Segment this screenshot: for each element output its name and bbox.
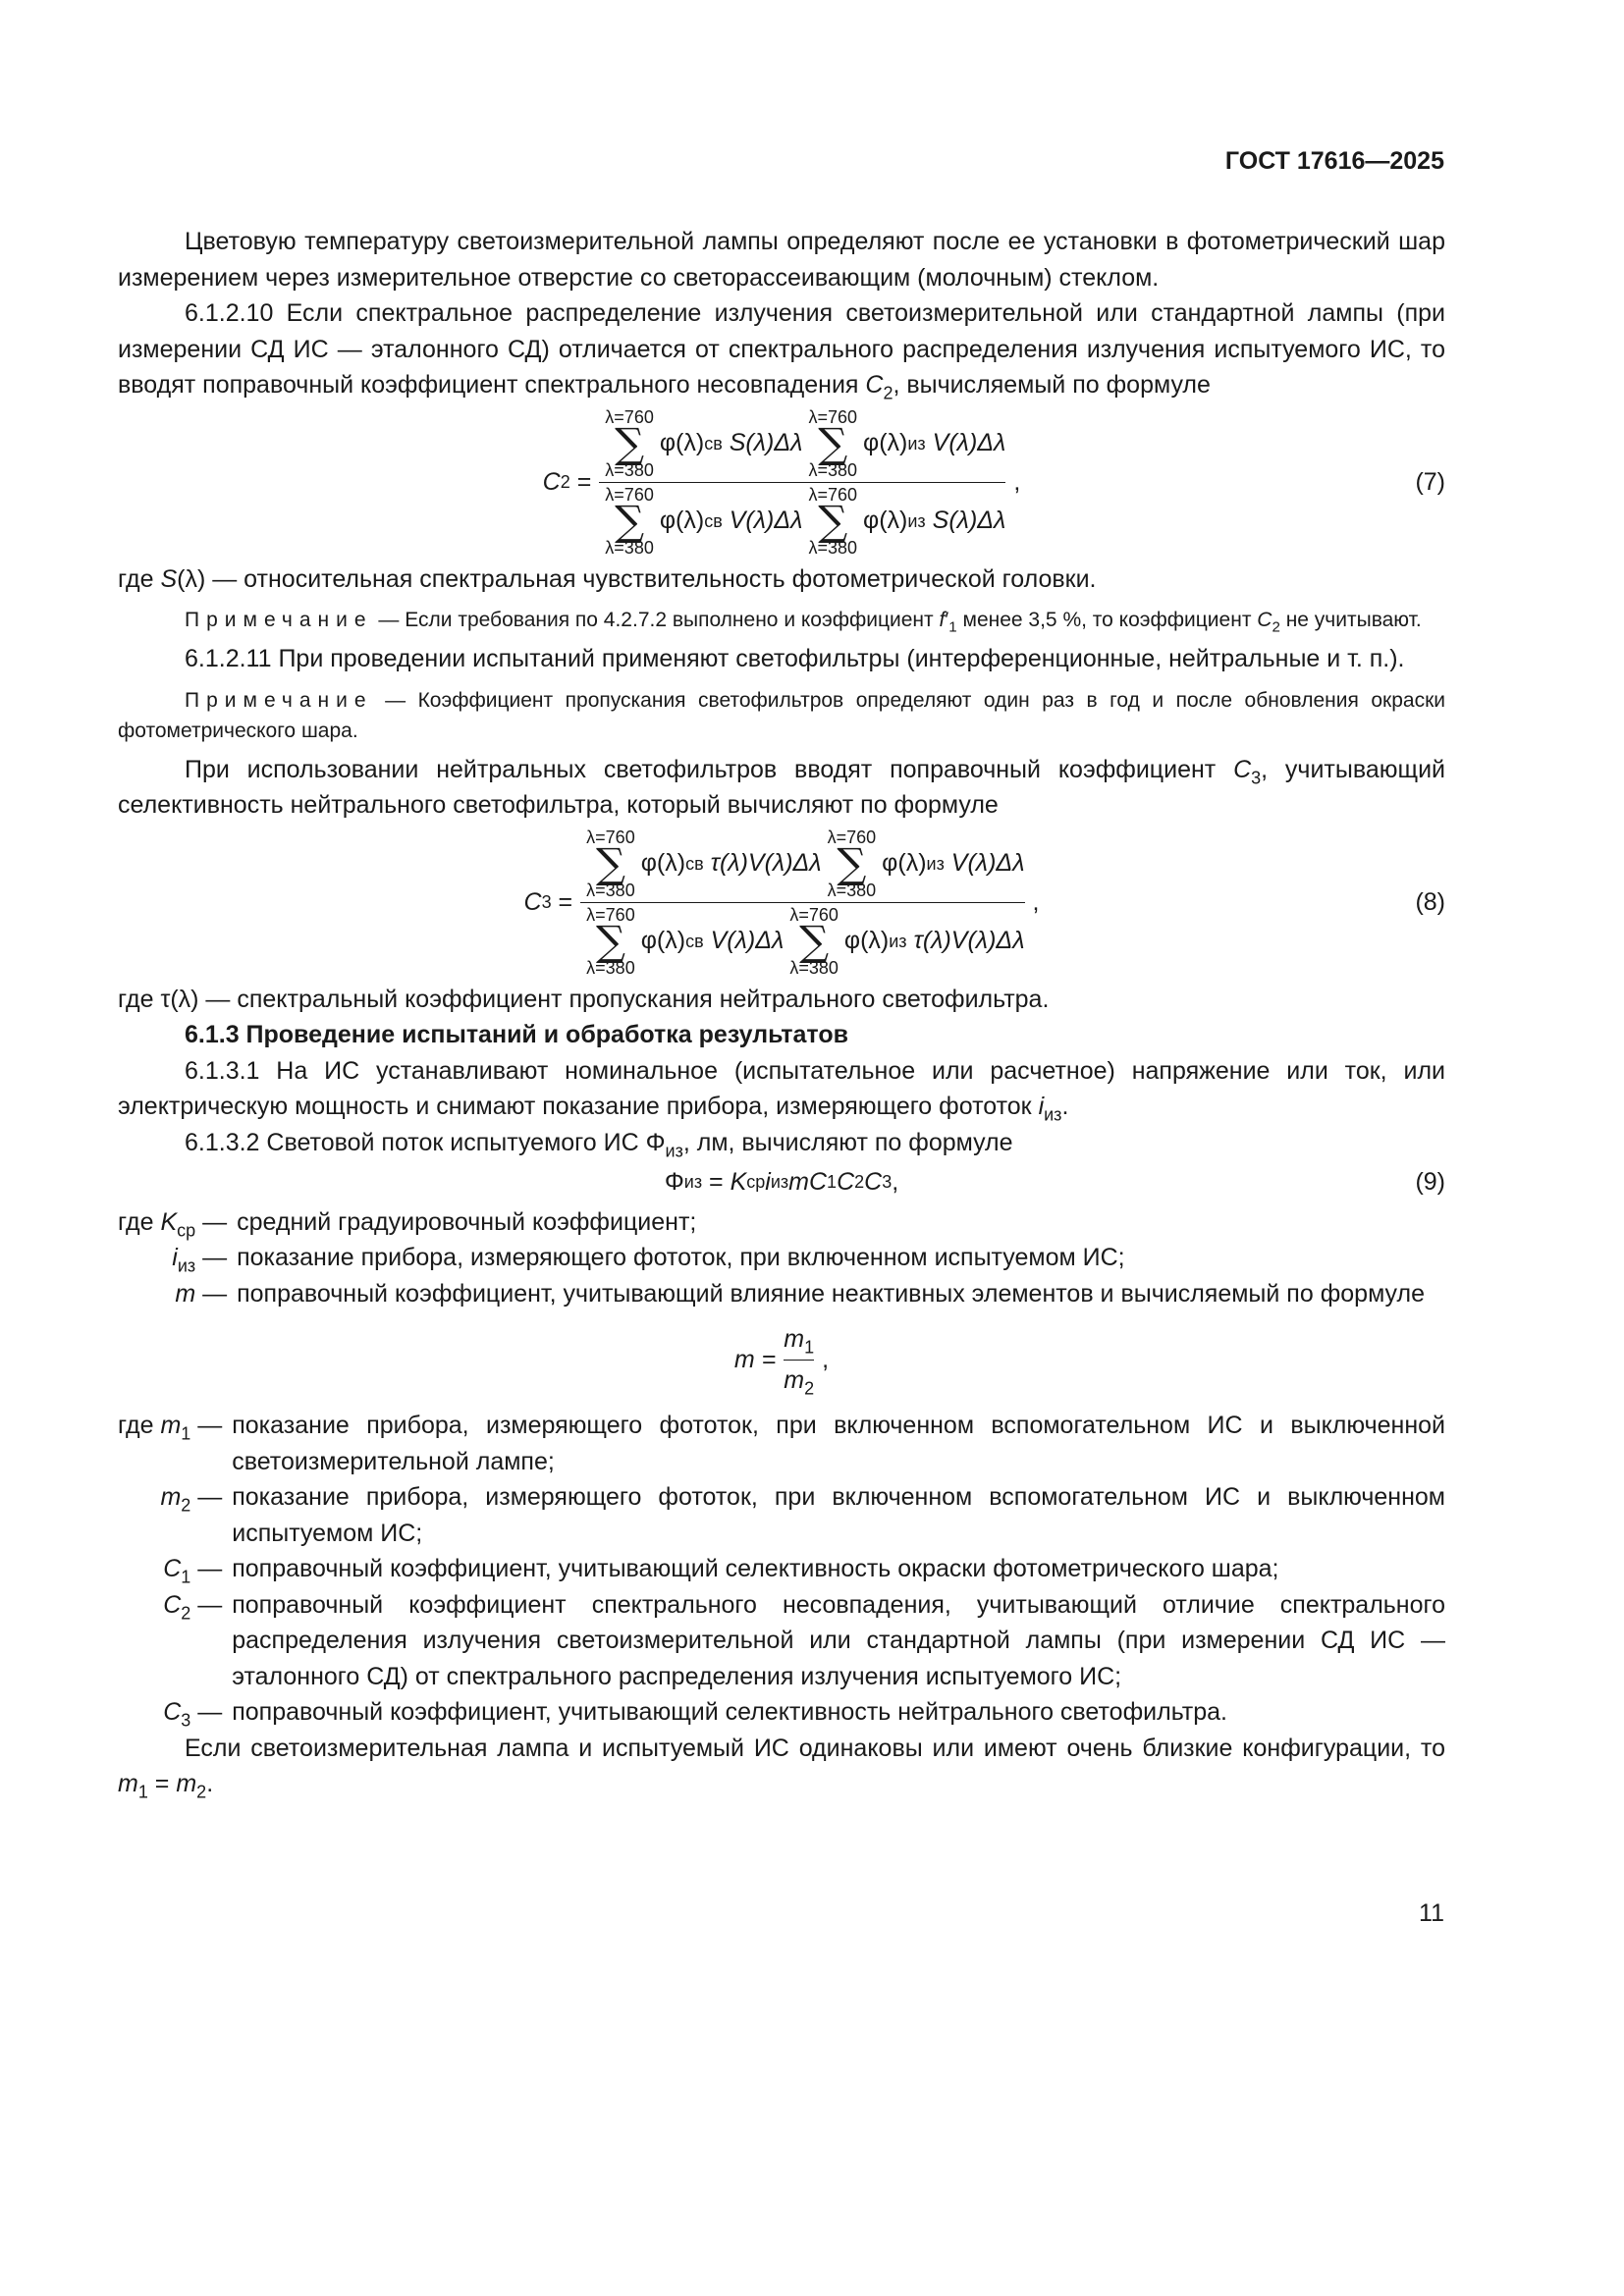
where-desc: поправочный коэффициент, учитывающий селективность нейтрального светофильтра. xyxy=(232,1698,1227,1726)
formula-number-8: (8) xyxy=(1415,887,1445,916)
where-term: $C_2$ — xyxy=(163,1590,223,1623)
where-desc: поправочный коэффициент спектрального несовпадения, учитывающий отличие спектрального распределения излучения светоизмерительной или стандартной лампы (при измерении СД ИС — эталонного СД) от спектрального распределения излучения испытуемого ИС; xyxy=(232,1590,1445,1690)
formula-number-7: (7) xyxy=(1415,467,1445,496)
formula-9: Φ из = K ср i из mC 1 C 2 C 3 , (9) xyxy=(118,1164,1445,1201)
standard-header: ГОСТ 17616—2025 xyxy=(1224,147,1444,175)
formula-number-9: (9) xyxy=(1415,1168,1445,1196)
paragraph-final: Если светоизмерительная лампа и испытуемый ИС одинаковы или имеют очень близкие конфигурации, то $m_1 = m_2$. xyxy=(118,1734,1445,1802)
where-term: m — xyxy=(175,1279,228,1308)
where-list-formula-9 xyxy=(118,1204,1445,1312)
paragraph-6-1-3-1: 6.1.3.1 На ИС устанавливают номинальное (испытательное или расчетное) напряжение или ток, или электрическую мощность и снимают показание прибора, измеряющего фототок $i_{из}$. xyxy=(118,1056,1445,1125)
paragraph-6-1-2-10: 6.1.2.10 Если спектральное распределение излучения светоизмерительной или стандартной лампы (при измерении СД ИС — эталонного СД) отличается от спектрального распределения излучения испытуемого ИС, то вводят поправочный коэффициент спектрального несовпадения $C_2$, вычисляемый по формуле xyxy=(118,299,1445,403)
paragraph-neutral-filters: При использовании нейтральных светофильтров вводят поправочный коэффициент $C_3$, учитывающий селективность нейтрального светофильтра, который вычисляют по формуле xyxy=(118,755,1445,819)
where-desc: показание прибора, измеряющего фототок, при включенном испытуемом ИС; xyxy=(237,1244,1125,1271)
where-term: $i_{из}$ — xyxy=(172,1244,228,1276)
formula-7: C 2 = λ=760 ∑ λ=380 φ(λ) св S(λ)Δλ λ=760 ∑ λ=380 φ(λ) из V(λ)Δλ λ=760 ∑ λ=380 φ(λ) св V(λ)Δλ λ=760 ∑ λ=380 φ(λ) из S(λ)Δλ , (7) xyxy=(542,406,1445,558)
where-s-lambda: где S(λ) — относительная спектральная чувствительность фотометрической головки. xyxy=(118,564,1097,593)
note-1: Примечание — Если требования по 4.2.7.2 выполнено и коэффициент $f'_1$ менее 3,5 %, то коэффициент $C_2$ не учитывают. xyxy=(185,609,1422,636)
where-term: где $K_{ср}$ — xyxy=(118,1207,228,1240)
paragraph-6-1-3-2: 6.1.3.2 Световой поток испытуемого ИС $\Phi_{из}$, лм, вычисляют по формуле xyxy=(185,1128,1013,1160)
page-number: 11 xyxy=(1419,1899,1444,1927)
where-term: $C_1$ — xyxy=(163,1555,223,1587)
page-body xyxy=(118,224,1445,1802)
paragraph-color-temperature: Цветовую температуру светоизмерительной лампы определяют после ее установки в фотометрический шар измерением через измерительное отверстие со светорассеивающим (молочным) стеклом. xyxy=(118,228,1445,292)
where-list-formula-m xyxy=(118,1408,1445,1731)
where-desc: показание прибора, измеряющего фототок, при включенном вспомогательном ИС и выключенном испытуемом ИС; xyxy=(232,1483,1445,1547)
where-desc: показание прибора, измеряющего фототок, при включенном вспомогательном ИС и выключенной светоизмерительной лампе; xyxy=(232,1412,1445,1475)
where-term: где $m_1$ — xyxy=(118,1412,223,1444)
paragraph-6-1-2-11: 6.1.2.11 При проведении испытаний применяют светофильтры (интерференционные, нейтральные и т. п.). xyxy=(185,645,1405,672)
section-heading-6-1-3: 6.1.3 Проведение испытаний и обработка результатов xyxy=(185,1021,848,1048)
note-2: Примечание — Коэффициент пропускания светофильтров определяют один раз в год и после обновления окраски фотометрического шара. xyxy=(118,688,1445,742)
where-desc: поправочный коэффициент, учитывающий влияние неактивных элементов и вычисляемый по формуле xyxy=(237,1279,1425,1308)
where-term: $C_3$ — xyxy=(163,1698,223,1731)
where-tau-lambda: где τ(λ) — спектральный коэффициент пропускания нейтрального светофильтра. xyxy=(118,985,1050,1013)
where-desc: средний градуировочный коэффициент; xyxy=(237,1207,697,1236)
formula-m: m = $\frac{m_1}{m_2}$ , xyxy=(733,1325,830,1398)
where-term: $m_2$ — xyxy=(160,1483,223,1516)
where-desc: поправочный коэффициент, учитывающий селективность окраски фотометрического шара; xyxy=(232,1555,1279,1582)
formula-8: C 3 = λ=760 ∑ λ=380 φ(λ) св τ(λ)V(λ)Δλ λ=760 ∑ λ=380 φ(λ) из V(λ)Δλ λ=760 ∑ λ=380 φ(λ) св V(λ)Δλ λ=760 ∑ λ=380 φ(λ) из τ(λ)V(λ)Δλ , (8) xyxy=(523,827,1445,978)
